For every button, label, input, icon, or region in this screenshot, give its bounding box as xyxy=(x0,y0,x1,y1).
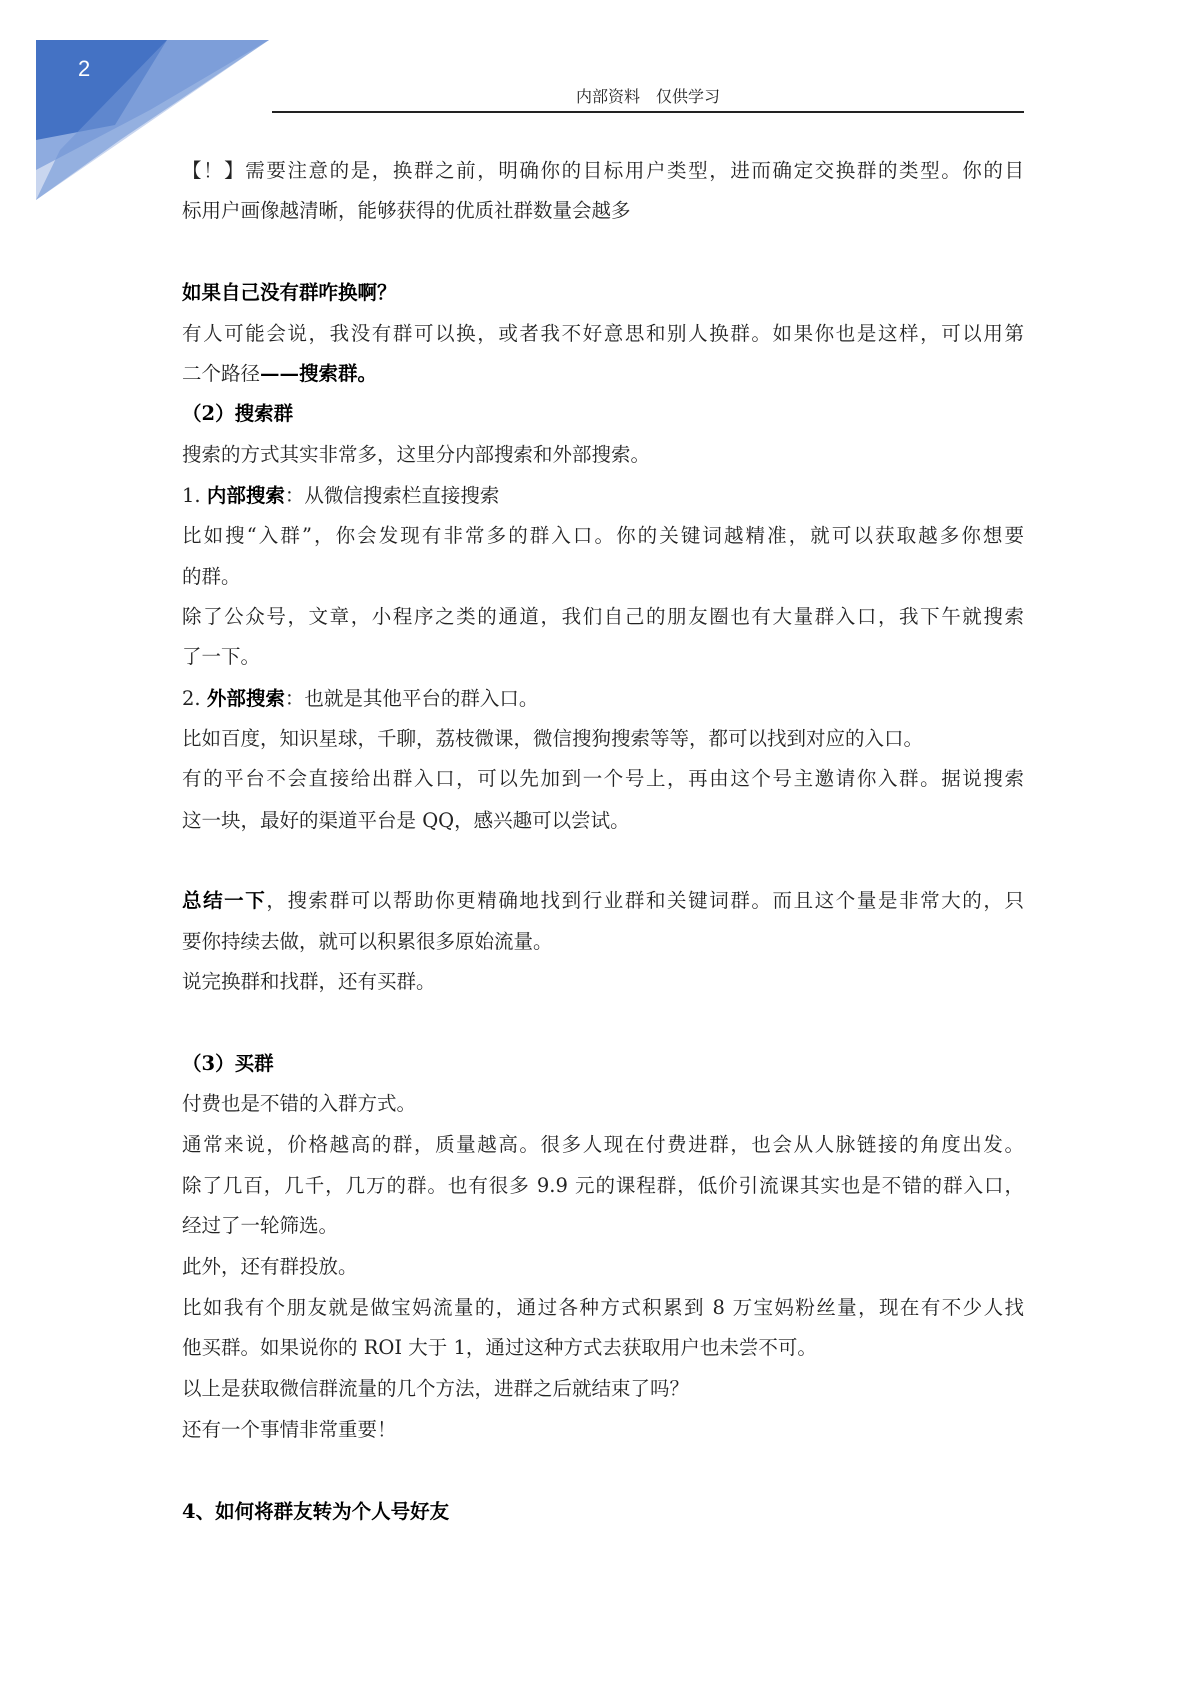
section-heading xyxy=(182,1492,1024,1532)
paragraph-line: 付费也是不错的入群方式。 xyxy=(182,1092,417,1115)
paragraph-line: 这一块，最好的渠道平台是 QQ，感兴趣可以尝试。 xyxy=(182,809,630,832)
subsection-heading xyxy=(182,1044,1024,1084)
paragraph-line: 要你持续去做，就可以积累很多原始流量。 xyxy=(182,930,553,953)
paragraph-line: 标用户画像越清晰，能够获得的优质社群数量会越多 xyxy=(182,199,631,222)
heading-text: 如果自己没有群咋换啊？ xyxy=(182,281,397,304)
paragraph-line: 还有一个事情非常重要！ xyxy=(182,1418,397,1441)
paragraph-line: 通常来说，价格越高的群，质量越高。很多人现在付费进群，也会从人脉链接的角度出发。 xyxy=(182,1133,1024,1156)
paragraph-line: 此外，还有群投放。 xyxy=(182,1255,358,1278)
paragraph-line: 了一下。 xyxy=(182,645,261,668)
paragraph-line: 除了公众号，文章，小程序之类的通道，我们自己的朋友圈也有大量群入口，我下午就搜索 xyxy=(182,605,1024,628)
bold-text: ——搜索群。 xyxy=(260,362,378,385)
paragraph-line: 说完换群和找群，还有买群。 xyxy=(182,970,436,993)
paragraph-line: 比如我有个朋友就是做宝妈流量的，通过各种方式积累到 8 万宝妈粉丝量，现在有不少人找 xyxy=(182,1296,1024,1319)
text: ，搜索群可以帮助你更精确地找到行业群和关键词群。而且这个量是非常大的，只 xyxy=(266,889,1024,912)
paragraph-line: 比如搜“入群”，你会发现有非常多的群入口。你的关键词越精准，就可以获取越多你想要 xyxy=(182,524,1024,547)
paragraph-line: 除了几百，几千，几万的群。也有很多 9.9 元的课程群，低价引流课其实也是不错的群入口， xyxy=(182,1174,1024,1197)
bold-text: 内部搜索 xyxy=(206,484,285,507)
paragraph-line: 比如百度，知识星球，千聊，荔枝微课，微信搜狗搜索等等，都可以找到对应的入口。 xyxy=(182,727,924,750)
paragraph-line xyxy=(182,354,1024,394)
paragraph-line: 搜索的方式其实非常多，这里分内部搜索和外部搜索。 xyxy=(182,443,651,466)
page-header: 内部资料 仅供学习 xyxy=(575,87,720,106)
text: ：也就是其他平台的群入口。 xyxy=(284,687,539,710)
paragraph-line: 经过了一轮筛选。 xyxy=(182,1214,339,1237)
header-divider xyxy=(272,111,1024,113)
subsection-heading xyxy=(182,394,1024,434)
paragraph-line xyxy=(182,679,1024,719)
bold-text: 总结一下 xyxy=(182,889,267,912)
text: 二个路径 xyxy=(182,362,261,385)
heading-text: 4、如何将群友转为个人号好友 xyxy=(182,1500,450,1523)
text: ：从微信搜索栏直接搜索 xyxy=(284,484,500,507)
text: 2. xyxy=(182,687,207,710)
paragraph-line: 的群。 xyxy=(182,565,241,588)
paragraph-line: 以上是获取微信群流量的几个方法，进群之后就结束了吗？ xyxy=(182,1377,690,1400)
paragraph-line: 有的平台不会直接给出群入口，可以先加到一个号上，再由这个号主邀请你入群。据说搜索 xyxy=(182,767,1024,790)
bold-text: 外部搜索 xyxy=(206,687,285,710)
heading-text: （3）买群 xyxy=(182,1052,274,1075)
paragraph-line: 【！】需要注意的是，换群之前，明确你的目标用户类型，进而确定交换群的类型。你的目 xyxy=(182,159,1024,182)
section-heading xyxy=(182,273,1024,313)
text: 1. xyxy=(182,484,207,507)
page-number: 2 xyxy=(78,56,91,81)
paragraph-line: 他买群。如果说你的 ROI 大于 1，通过这种方式去获取用户也未尝不可。 xyxy=(182,1336,817,1359)
paragraph-line xyxy=(182,476,1024,516)
heading-text: （2）搜索群 xyxy=(182,402,294,425)
paragraph-line xyxy=(182,881,1024,921)
paragraph-line: 有人可能会说，我没有群可以换，或者我不好意思和别人换群。如果你也是这样，可以用第 xyxy=(182,322,1024,345)
